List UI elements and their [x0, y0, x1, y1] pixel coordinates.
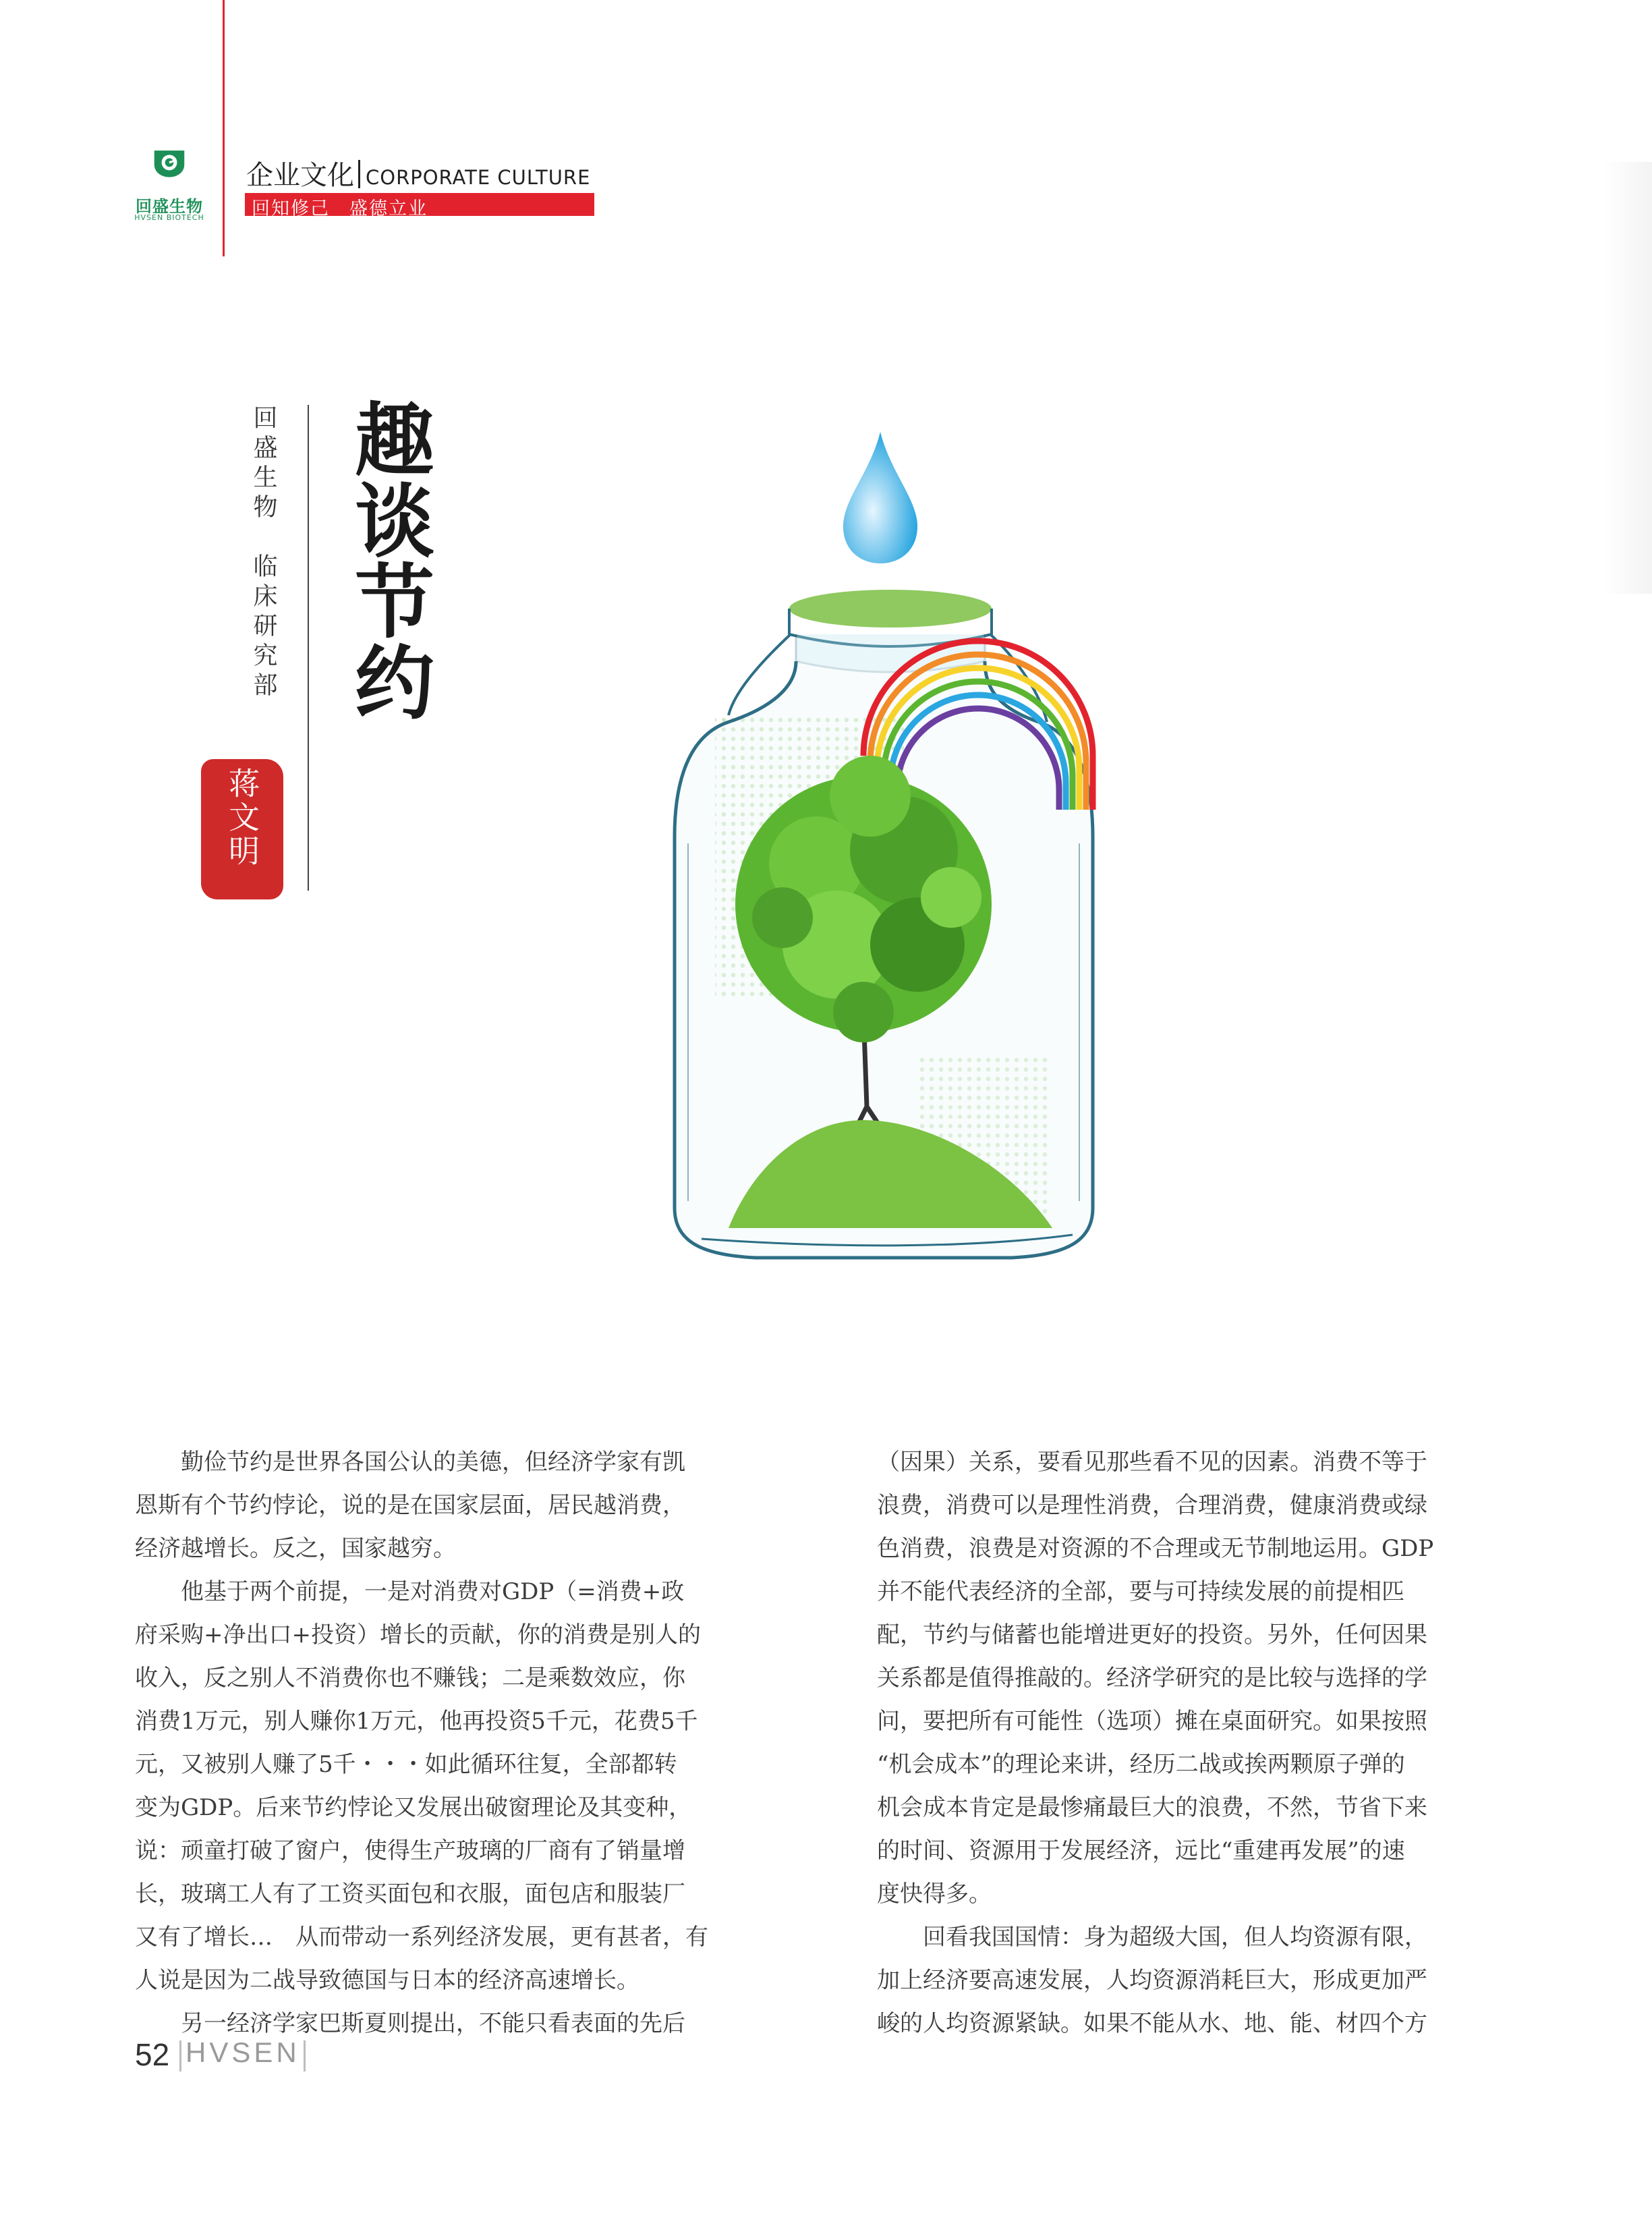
body-line: 长，玻璃工人有了工资买面包和衣服，面包店和服装厂 — [135, 1881, 685, 1908]
body-line: 又有了增长… 从而带动一系列经济发展，更有甚者，有 — [135, 1924, 708, 1951]
body-line: 府采购+净出口+投资）增长的贡献，你的消费是别人的 — [135, 1621, 701, 1648]
body-line: 的时间、资源用于发展经济，远比“重建再发展”的速 — [877, 1837, 1405, 1864]
body-line: 加上经济要高速发展，人均资源消耗巨大，形成更加严 — [877, 1967, 1427, 1994]
company-logo-icon — [139, 147, 200, 194]
body-line: 元，又被别人赚了5千・・・如此循环往复，全部都转 — [135, 1751, 677, 1778]
adjacent-page-edge — [1604, 162, 1652, 594]
logo-text-cn: 回盛生物 — [136, 197, 203, 216]
slogan-text: 回知修己 盛德立业 — [252, 198, 428, 219]
logo-text-en: HVSEN BIOTECH — [134, 213, 204, 222]
body-line: 他基于两个前提，一是对消费对GDP（=消费+政 — [135, 1578, 685, 1605]
footer-divider — [179, 2040, 181, 2071]
body-line: 消费1万元，别人赚你1万元，他再投资5千元，花费5千 — [135, 1708, 698, 1735]
department-byline: 回盛生物 临床研究部 — [250, 405, 277, 702]
body-line: 经济越增长。反之，国家越穷。 — [135, 1535, 456, 1562]
body-line: 度快得多。 — [877, 1881, 992, 1908]
body-column-left — [135, 1441, 779, 2045]
water-drop-icon — [843, 432, 917, 563]
body-line: 恩斯有个节约悖论，说的是在国家层面，居民越消费， — [135, 1492, 685, 1519]
body-line: 收入，反之别人不消费你也不赚钱；二是乘数效应，你 — [135, 1665, 685, 1692]
body-line: 另一经济学家巴斯夏则提出，不能只看表面的先后 — [135, 2010, 685, 2037]
section-title — [246, 154, 590, 192]
body-line: 关系都是值得推敲的。经济学研究的是比较与选择的学 — [877, 1665, 1427, 1692]
section-divider — [358, 160, 360, 188]
section-title-cn: 企业文化 — [246, 160, 354, 191]
body-line: 变为GDP。后来节约悖论又发展出破窗理论及其变种， — [135, 1794, 692, 1821]
body-line: 回看我国国情：身为超级大国，但人均资源有限， — [877, 1924, 1427, 1951]
author-seal — [201, 759, 283, 899]
jar-tree-illustration — [634, 432, 1106, 1269]
section-title-en: CORPORATE CULTURE — [366, 166, 591, 189]
page-number: 52 — [135, 2037, 170, 2072]
footer-brand: HVSEN — [186, 2036, 300, 2068]
body-line: “机会成本”的理论来讲，经历二战或挨两颗原子弹的 — [877, 1751, 1405, 1778]
article-title: 趣谈节约 — [341, 398, 435, 722]
header-red-rule — [223, 0, 225, 256]
slogan-bar — [245, 193, 594, 219]
body-line: 勤俭节约是世界各国公认的美德，但经济学家有凯 — [135, 1449, 685, 1476]
title-divider — [308, 405, 309, 891]
body-line: 并不能代表经济的全部，要与可持续发展的前提相匹 — [877, 1578, 1404, 1605]
body-line: （因果）关系，要看见那些看不见的因素。消费不等于 — [877, 1449, 1427, 1476]
footer-divider — [304, 2040, 306, 2071]
body-line: 问，要把所有可能性（选项）摊在桌面研究。如果按照 — [877, 1708, 1427, 1735]
body-line: 人说是因为二战导致德国与日本的经济高速增长。 — [135, 1967, 639, 1994]
body-column-right — [877, 1441, 1521, 2045]
author-name: 蒋文明 — [224, 767, 260, 868]
body-line: 浪费，消费可以是理性消费，合理消费，健康消费或绿 — [877, 1492, 1427, 1519]
body-line: 色消费，浪费是对资源的不合理或无节制地运用。GDP — [877, 1535, 1434, 1562]
body-line: 峻的人均资源紧缺。如果不能从水、地、能、材四个方 — [877, 2010, 1427, 2037]
body-line: 说：顽童打破了窗户，使得生产玻璃的厂商有了销量增 — [135, 1837, 685, 1864]
body-line: 机会成本肯定是最惨痛最巨大的浪费，不然，节省下来 — [877, 1794, 1427, 1821]
body-line: 配，节约与储蓄也能增进更好的投资。另外，任何因果 — [877, 1621, 1427, 1648]
